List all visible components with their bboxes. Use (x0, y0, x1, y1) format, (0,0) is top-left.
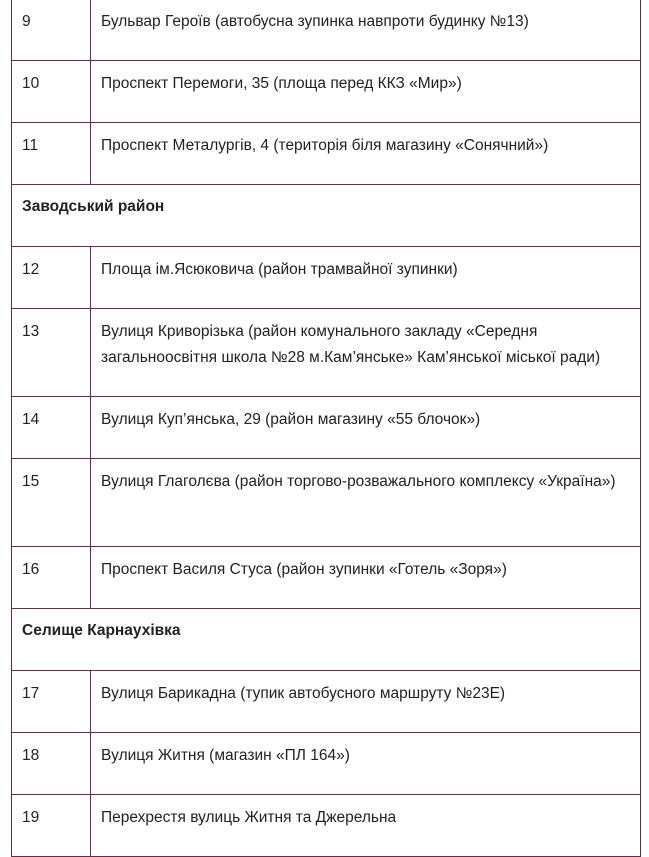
row-number: 17 (12, 671, 91, 733)
row-address: Вулиця Куп’янська, 29 (район магазину «55 блочок») (91, 397, 641, 459)
table-row (12, 397, 641, 459)
table-row (12, 671, 641, 733)
row-number: 16 (12, 547, 91, 609)
row-number: 14 (12, 397, 91, 459)
row-number: 19 (12, 795, 91, 857)
row-address: Перехрестя вулиць Житня та Джерельна (91, 795, 641, 857)
row-number: 9 (12, 0, 91, 61)
table-row (12, 547, 641, 609)
row-address: Проспект Василя Стуса (район зупинки «Готель «Зоря») (91, 547, 641, 609)
row-address: Проспект Металургів, 4 (територія біля магазину «Сонячний») (91, 123, 641, 185)
table-row (12, 459, 641, 547)
section-row (12, 185, 641, 247)
table-row (12, 61, 641, 123)
section-heading-zavodskyi: Заводський район (12, 185, 641, 247)
row-number: 18 (12, 733, 91, 795)
row-number: 11 (12, 123, 91, 185)
table-row (12, 733, 641, 795)
row-address: Площа ім.Ясюковича (район трамвайної зупинки) (91, 247, 641, 309)
locations-table-container (11, 0, 641, 857)
row-address: Проспект Перемоги, 35 (площа перед ККЗ «Мир») (91, 61, 641, 123)
row-number: 13 (12, 309, 91, 397)
row-address: Вулиця Глаголєва (район торгово-розважального комплексу «Україна») (91, 459, 641, 547)
table-row (12, 247, 641, 309)
table-row (12, 795, 641, 857)
row-number: 12 (12, 247, 91, 309)
row-address: Бульвар Героїв (автобусна зупинка навпроти будинку №13) (91, 0, 641, 61)
table-row (12, 309, 641, 397)
section-row (12, 609, 641, 671)
table-row (12, 0, 641, 61)
row-address: Вулиця Житня (магазин «ПЛ 164») (91, 733, 641, 795)
row-address: Вулиця Барикадна (тупик автобусного маршруту №23Е) (91, 671, 641, 733)
row-number: 15 (12, 459, 91, 547)
section-heading-karnaukhivka: Селище Карнаухівка (12, 609, 641, 671)
table-row (12, 123, 641, 185)
row-number: 10 (12, 61, 91, 123)
locations-table (11, 0, 641, 857)
row-address: Вулиця Криворізька (район комунального закладу «Середня загальноосвітня школа №28 м.Кам’янське» Кам’янської міської ради) (91, 309, 641, 397)
